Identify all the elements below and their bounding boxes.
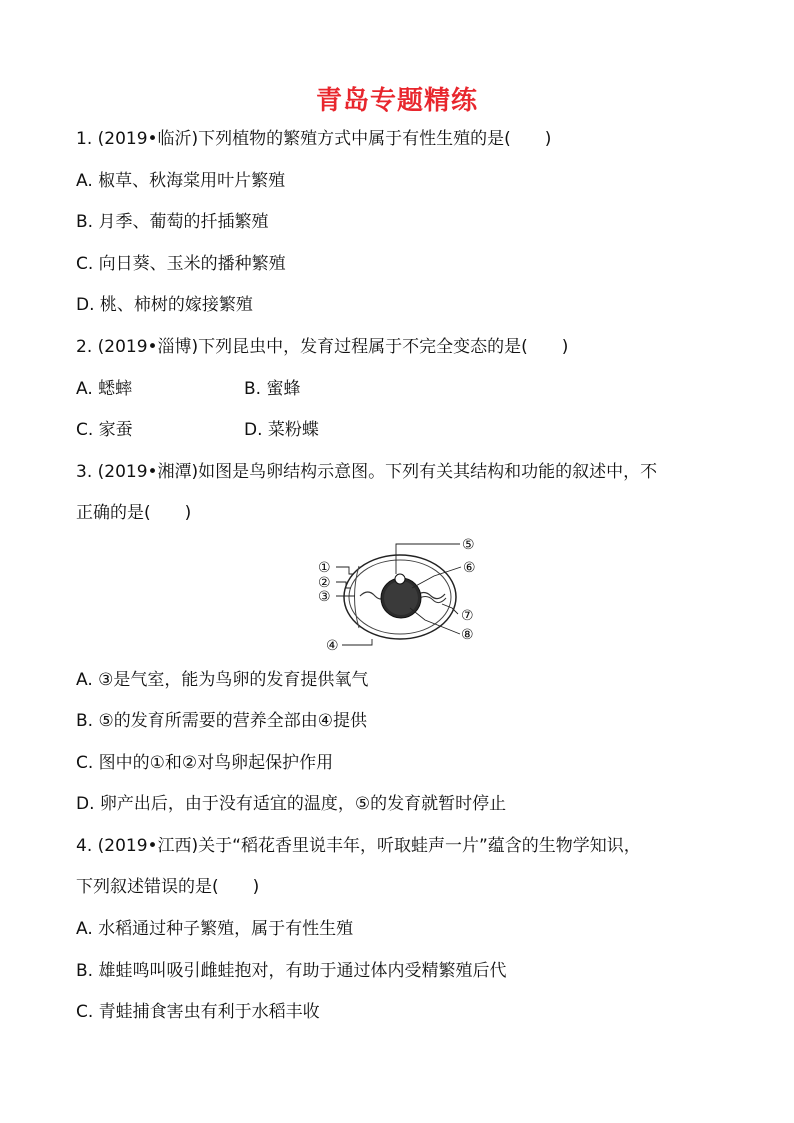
question-3-option-a: A. ③是气室，能为鸟卵的发育提供氧气	[76, 670, 369, 690]
question-1-option-b: B. 月季、葡萄的扦插繁殖	[76, 212, 269, 232]
question-3-option-c: C. 图中的①和②对鸟卵起保护作用	[76, 753, 334, 773]
question-2-option-c: C. 家蚕	[76, 420, 133, 440]
label-5: ⑤	[462, 537, 475, 553]
question-1-option-c: C. 向日葵、玉米的播种繁殖	[76, 254, 286, 274]
bird-egg-diagram	[312, 536, 482, 654]
page-title: 青岛专题精练	[315, 86, 478, 116]
question-4-option-b: B. 雄蛙鸣叫吸引雌蛙抱对，有助于通过体内受精繁殖后代	[76, 961, 507, 981]
label-8: ⑧	[461, 627, 474, 643]
question-4-option-a: A. 水稻通过种子繁殖，属于有性生殖	[76, 919, 354, 939]
question-4-stem-line-2: 下列叙述错误的是( )	[76, 877, 260, 897]
question-3-option-d: D. 卵产出后，由于没有适宜的温度，⑤的发育就暂时停止	[76, 794, 507, 814]
label-4: ④	[326, 638, 339, 654]
label-3: ③	[318, 589, 331, 605]
label-6: ⑥	[463, 560, 476, 576]
question-3-stem-line-2: 正确的是( )	[76, 503, 192, 523]
question-1-option-a: A. 椒草、秋海棠用叶片繁殖	[76, 171, 286, 191]
question-3-stem-line-1: 3. (2019•湘潭)如图是鸟卵结构示意图。下列有关其结构和功能的叙述中，不	[76, 462, 658, 482]
label-1: ①	[318, 560, 331, 576]
question-1-stem: 1. (2019•临沂)下列植物的繁殖方式中属于有性生殖的是( )	[76, 129, 552, 149]
question-4-stem-line-1: 4. (2019•江西)关于“稻花香里说丰年，听取蛙声一片”蕴含的生物学知识，	[76, 836, 641, 856]
question-2-option-a: A. 蟋蟀	[76, 379, 133, 399]
question-1-option-d: D. 桃、柿树的嫁接繁殖	[76, 295, 253, 315]
label-2: ②	[318, 575, 331, 591]
question-4-option-c: C. 青蛙捕食害虫有利于水稻丰收	[76, 1002, 320, 1022]
question-2-option-d: D. 菜粉蝶	[244, 420, 319, 440]
question-3-option-b: B. ⑤的发育所需要的营养全部由④提供	[76, 711, 367, 731]
question-2-stem: 2. (2019•淄博)下列昆虫中，发育过程属于不完全变态的是( )	[76, 337, 569, 357]
question-2-option-b: B. 蜜蜂	[244, 379, 301, 399]
label-7: ⑦	[461, 608, 474, 624]
germinal-disc	[395, 574, 405, 584]
